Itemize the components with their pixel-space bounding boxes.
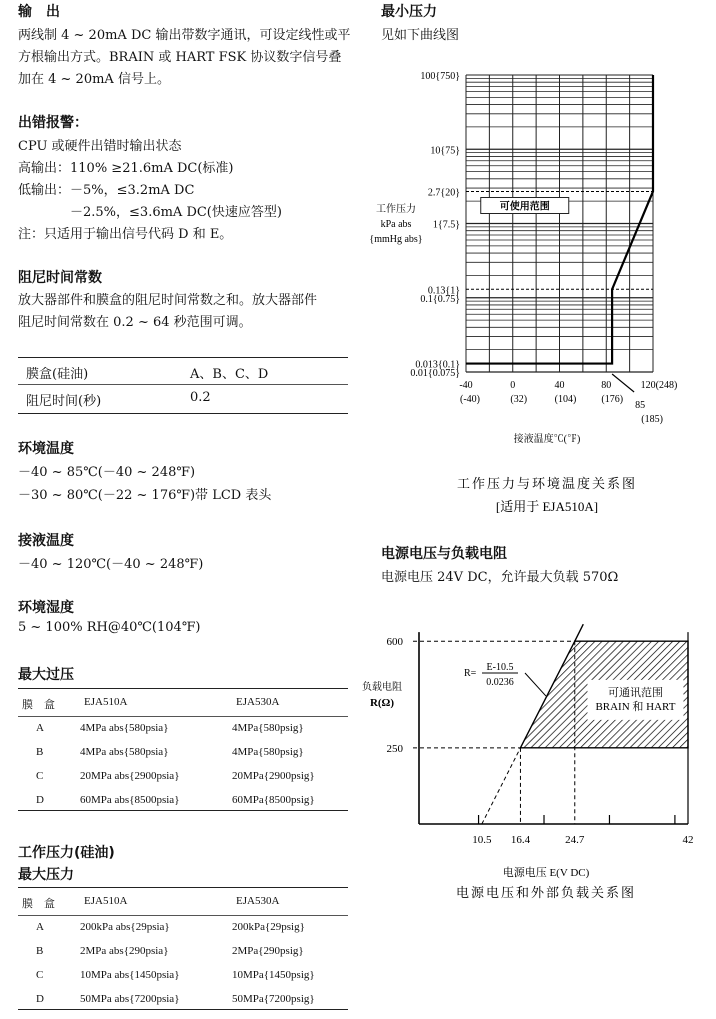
output-line: 方根输出方式。BRAIN 或 HART FSK 协议数字信号叠 [18,50,342,65]
damping-line: 阻尼时间常数在 0.2 ~ 64 秒范围可调。 [18,315,252,330]
table-rule [18,413,348,414]
damping-cell: A、B、C、D [190,367,269,382]
ambient-temp-line: －40 ~ 85℃(－40 ~ 248℉) [18,465,196,480]
x-tick-label: -40 [459,380,473,391]
table-rule [18,887,348,888]
table-cell: 2MPa{290psig} [232,945,304,957]
chart-title: 电源电压和外部负载关系图 [455,885,637,900]
table-cell: 60MPa abs{8500psia} [80,794,180,806]
working-pressure-subtitle: 最大压力 [18,867,74,883]
table-header: EJA530A [236,895,280,907]
min-pressure-line: 见如下曲线图 [381,28,460,43]
formula-leader [525,673,546,696]
y-tick-label: 10{75} [430,145,460,157]
table-rule [18,915,348,916]
table-cell: D [36,794,44,806]
x-tick-label-f: (185) [641,414,663,425]
table-cell: 4MPa abs{580psia} [80,746,169,758]
x-tick-label: 16.4 [510,834,531,846]
alarm-line: －2.5%，≤3.6mA DC(快速应答型) [70,205,282,220]
table-header: 膜 盒 [22,898,55,910]
table-cell: 50MPa abs{7200psia} [80,993,180,1005]
table-cell: C [36,770,44,782]
humidity-line: 5 ~ 100% RH@40℃(104℉) [18,620,201,635]
x-tick-label: 85 [635,400,646,411]
load-line-extension [482,748,521,824]
table-cell: B [36,746,44,758]
voltage-load-chart [360,600,716,910]
table-cell: C [36,969,44,981]
power-line: 电源电压 24V DC，允许最大负载 570Ω [381,570,619,585]
table-cell: 60MPa{8500psig} [232,794,315,806]
formula-denominator: 0.0236 [486,677,514,688]
power-title: 电源电压与负载电阻 [381,546,507,562]
humidity-title: 环境湿度 [18,600,74,616]
damping-title: 阻尼时间常数 [18,270,102,286]
damping-cell: 阻尼时间(秒) [26,394,102,409]
table-rule [18,688,348,689]
y-tick-label: 1{7.5} [432,219,460,231]
alarm-line: 低输出：－5%，≤3.2mA DC [18,183,195,198]
pressure-temperature-chart [360,60,716,520]
min-pressure-title: 最小压力 [381,4,437,20]
table-cell: 20MPa abs{2900psia} [80,770,180,782]
x-tick-label-f: (104) [554,394,577,405]
y-tick-label: 0.013{0.1} [415,359,460,371]
table-cell: B [36,945,44,957]
region-label: BRAIN 和 HART [595,700,676,713]
x-tick-label: 40 [554,380,565,391]
x-tick-label: 10.5 [472,834,492,846]
alarm-line: 注：只适用于输出信号代码 D 和 E。 [18,227,233,242]
y-tick-label: 0.01{0.075} [410,368,460,379]
process-temp-line: －40 ~ 120℃(－40 ~ 248℉) [18,557,204,572]
x-axis-label: 接液温度℃(℉) [513,434,581,445]
damping-cell: 膜盒(硅油) [26,367,89,382]
table-cell: 200kPa{29psig} [232,921,305,933]
table-cell: 10MPa{1450psig} [232,969,315,981]
table-rule [18,357,348,358]
table-rule [18,810,348,811]
formula-numerator: E-10.5 [486,662,514,673]
table-cell: 4MPa{580psig} [232,746,304,758]
output-line: 两线制 4 ~ 20mA DC 输出带数字通讯，可设定线性或平 [18,28,351,43]
x-tick-label: 0 [510,380,516,391]
region-label: 可通讯范围 [607,686,663,699]
x-tick-label: 42 [682,834,694,846]
region-label: 可使用范围 [499,201,550,213]
x-tick-label: 24.7 [565,834,585,846]
table-cell: 50MPa{7200psig} [232,993,315,1005]
table-rule [18,1009,348,1010]
y-tick-label: 0.1{0.75} [420,293,460,305]
y-tick-label: 250 [386,742,403,755]
table-cell: 200kPa abs{29psia} [80,921,170,933]
output-line: 加在 4 ~ 20mA 信号上。 [18,72,170,87]
table-cell: 4MPa{580psig} [232,722,304,734]
table-cell: 4MPa abs{580psia} [80,722,169,734]
table-cell: A [36,722,44,734]
x-tick-label: 120(248) [640,380,678,391]
leader-line [612,374,634,392]
region-label-box [587,680,683,720]
x-tick-label: 80 [601,380,612,391]
output-title: 输 出 [18,4,60,20]
table-header: EJA510A [84,895,128,907]
x-axis-label: 电源电压 E(V DC) [502,867,590,879]
formula-lhs: R= [464,668,477,679]
y-tick-label: 2.7{20} [427,187,460,199]
alarm-line: 高输出：110% ≥21.6mA DC(标准) [18,161,234,176]
x-tick-label-f: (-40) [460,394,480,405]
chart-subtitle: [适用于 EJA510A] [495,499,599,514]
table-cell: 10MPa abs{1450psia} [80,969,180,981]
alarm-title: 出错报警： [18,115,88,131]
x-tick-label-f: (176) [601,394,624,405]
damping-cell: 0.2 [190,390,211,405]
alarm-line: CPU 或硬件出错时输出状态 [18,139,182,154]
y-axis-label: 负载电阻 [362,682,402,693]
chart-title: 工作压力与环境温度关系图 [456,476,638,491]
y-axis-label: kPa abs [380,219,412,230]
load-line [575,624,584,641]
table-cell: D [36,993,44,1005]
table-rule [18,384,348,385]
y-axis-label: 工作压力 [376,204,416,215]
table-cell: 20MPa{2900psig} [232,770,315,782]
table-rule [18,716,348,717]
x-tick-label-f: (32) [510,394,528,405]
table-header: EJA530A [236,696,280,708]
y-tick-label: 600 [386,636,403,649]
table-cell: 2MPa abs{290psia} [80,945,169,957]
y-tick-label: 0.13{1} [427,285,460,297]
working-pressure-title: 工作压力(硅油) [18,845,115,861]
ambient-temp-title: 环境温度 [18,441,74,457]
table-cell: A [36,921,44,933]
y-tick-label: 100{750} [420,71,460,82]
table-header: EJA510A [84,696,128,708]
table-header: 膜 盒 [22,699,55,711]
overpressure-title: 最大过压 [18,667,74,683]
process-temp-title: 接液温度 [18,533,74,549]
damping-line: 放大器部件和膜盒的阻尼时间常数之和。放大器部件 [18,293,318,308]
y-axis-label: R(Ω) [369,697,395,709]
y-axis-label: {mmHg abs} [369,234,423,245]
ambient-temp-line: －30 ~ 80℃(－22 ~ 176℉)带 LCD 表头 [18,488,272,503]
